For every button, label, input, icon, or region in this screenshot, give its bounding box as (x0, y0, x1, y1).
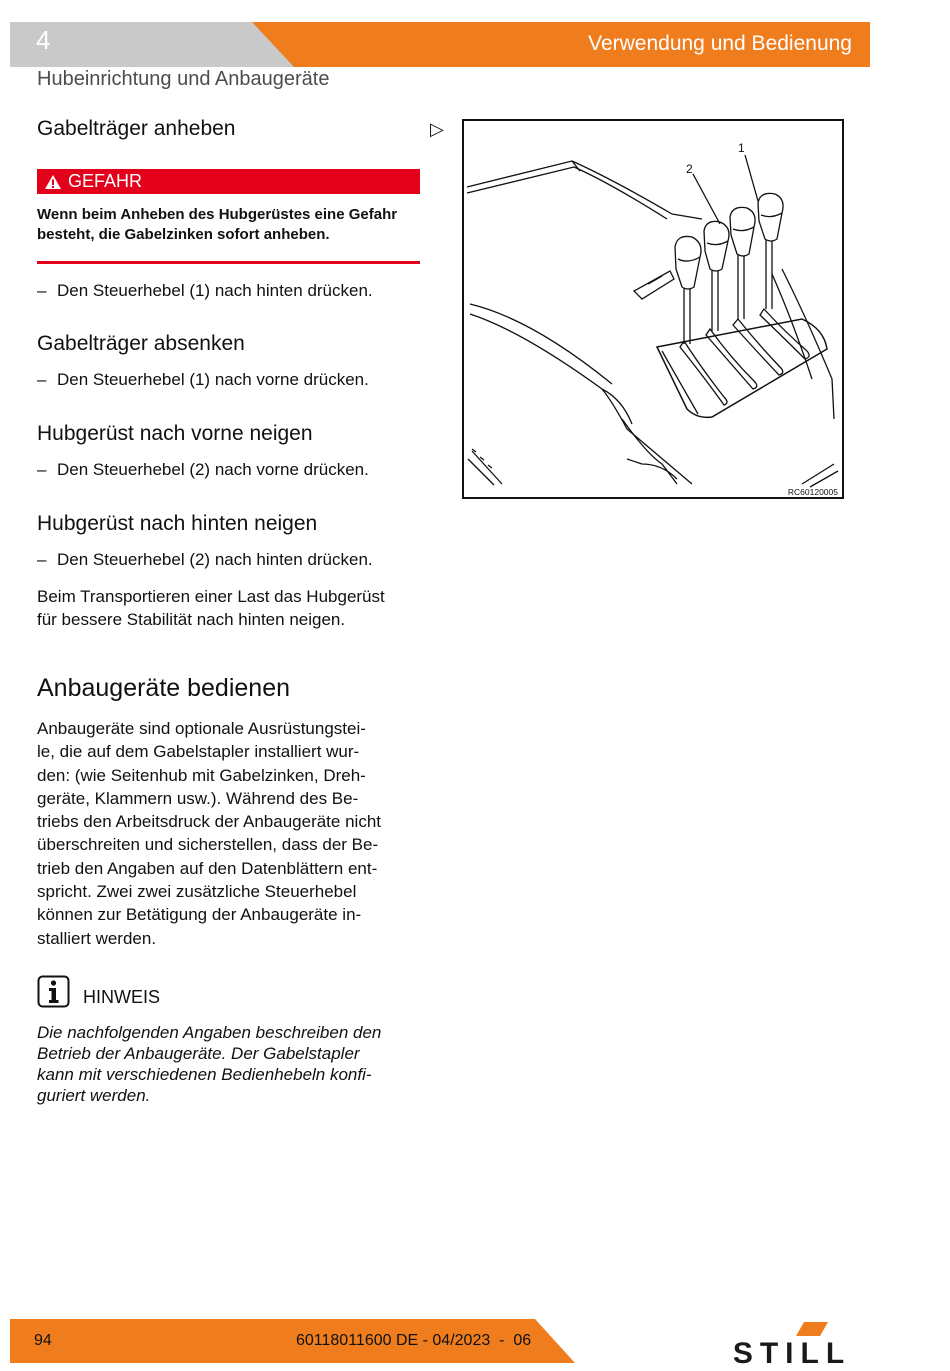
control-levers-figure (462, 119, 844, 499)
step-dash: – (37, 550, 47, 569)
warning-triangle-icon (44, 172, 62, 197)
figure-code: RC60120005 (787, 487, 838, 497)
info-icon (37, 975, 70, 1008)
callout-2: 2 (686, 162, 693, 176)
step-text: Den Steuerhebel (1) nach vorne drücken. (57, 370, 369, 389)
section-title: Hubeinrichtung und Anbaugeräte (37, 68, 330, 90)
heading-tilt-forward: Hubgerüst nach vorne neigen (37, 422, 313, 445)
danger-text: Wenn beim Anheben des Hubgerüstes eine Gefahr besteht, die Gabelzinken sofort anheben. (37, 206, 398, 243)
continue-arrow-icon: ▷ (430, 119, 444, 139)
step-text: Den Steuerhebel (1) nach hinten drücken. (57, 281, 373, 300)
attachments-text: Anbaugeräte sind optionale Ausrüstungstei- le, die auf dem Gabelstapler installiert wur- den: (wie Seitenhub mit Gabelzinken, Dreh- geräte, Klammern usw.). Während des Be- triebs den Arbeitsdruck der Anbaugeräte nicht überschreiten und sicherstellen, dass der Be- trieb den Angaben auf den Datenblättern ent- spricht. Zwei zwei zusätzliche Steuerhebel können zur Betätigung der Anbaugeräte in- stalliert werden. (37, 719, 381, 948)
step-tilt-forward (37, 460, 369, 480)
notice-text: Die nachfolgenden Angaben beschreiben den Betrieb der Anbaugeräte. Der Gabelstapler kann mit verschiedenen Bedienhebeln konfi- guriert werden. (37, 1023, 382, 1105)
callout-1: 1 (738, 141, 745, 155)
chapter-title: Verwendung und Bedienung (588, 32, 852, 55)
heading-raise-fork-carriage: Gabelträger anheben (37, 117, 236, 140)
step-dash: – (37, 370, 47, 389)
step-tilt-backward (37, 550, 373, 570)
step-dash: – (37, 460, 47, 479)
step-text: Den Steuerhebel (2) nach vorne drücken. (57, 460, 369, 479)
step-lower (37, 370, 369, 390)
danger-label: GEFAHR (68, 171, 143, 191)
danger-divider (37, 261, 420, 264)
chapter-number: 4 (36, 25, 51, 55)
notice-label: HINWEIS (83, 987, 161, 1007)
heading-lower-fork-carriage: Gabelträger absenken (37, 332, 245, 355)
danger-banner (37, 169, 420, 194)
logo-text: STILL (732, 1337, 852, 1366)
heading-attachments: Anbaugeräte bedienen (37, 674, 291, 702)
step-text: Den Steuerhebel (2) nach hinten drücken. (57, 550, 373, 569)
heading-tilt-backward: Hubgerüst nach hinten neigen (37, 512, 318, 535)
step-raise (37, 281, 373, 301)
transport-note: Beim Transportieren einer Last das Hubgerüst für bessere Stabilität nach hinten neigen. (37, 587, 385, 630)
document-id: 60118011600 DE - 04/2023 - 06 (296, 1332, 532, 1349)
step-dash: – (37, 281, 47, 300)
still-logo (712, 1320, 872, 1366)
page-number: 94 (34, 1332, 52, 1349)
